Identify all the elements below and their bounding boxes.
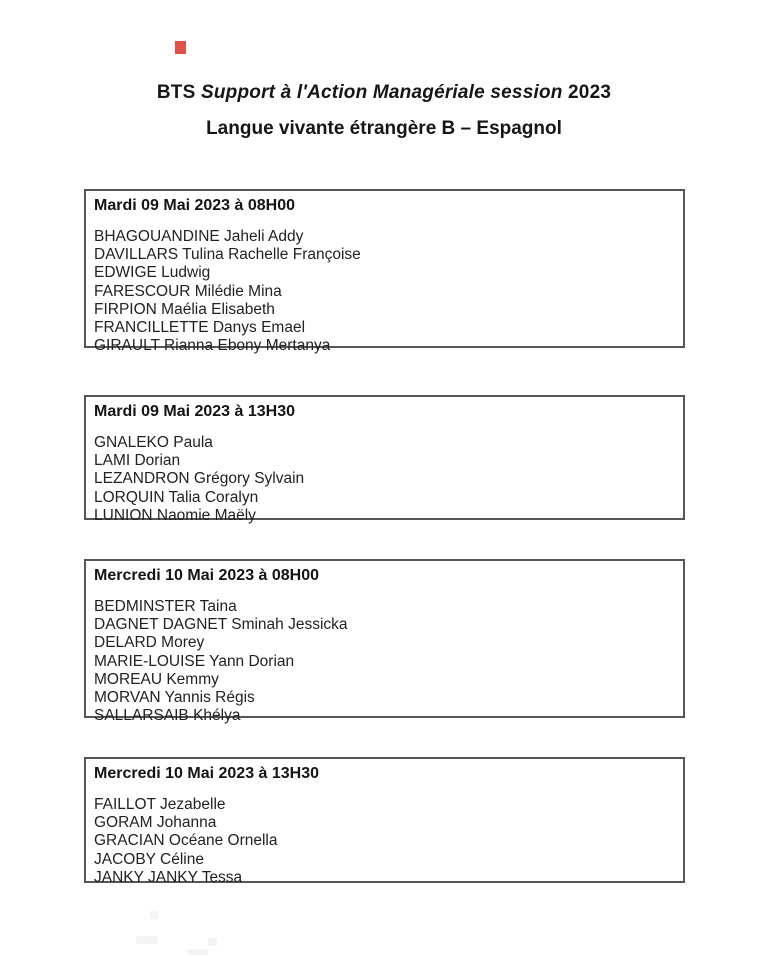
candidate-name: BHAGOUANDINE Jaheli Addy	[94, 228, 304, 245]
candidate-name: GNALEKO Paula	[94, 434, 213, 451]
candidate-list	[94, 228, 675, 355]
candidate-name: GIRAULT Rianna Ebony Mertanya	[94, 337, 331, 355]
candidate-name: JANKY JANKY Tessa	[94, 868, 243, 886]
candidate-name: LORQUIN Talia Coralyn	[94, 488, 259, 506]
candidate-list	[94, 434, 675, 525]
candidate-name: EDWIGE Ludwig	[94, 264, 211, 282]
red-square-mark	[175, 41, 186, 54]
session-box	[84, 559, 685, 725]
candidate-name: JACOBY Céline	[94, 850, 204, 868]
title-prefix: BTS	[156, 82, 201, 103]
candidate-name: MORVAN Yannis Régis	[94, 689, 255, 707]
candidate-name: DAVILLARS Tulina Rachelle Françoise	[94, 246, 361, 264]
candidate-list	[94, 598, 675, 725]
scan-smudge	[150, 911, 158, 919]
candidate-name: MOREAU Kemmy	[94, 670, 219, 688]
session-box	[84, 395, 685, 524]
candidate-name: BEDMINSTER Taina	[94, 598, 237, 615]
candidate-name: FIRPION Maélia Elisabeth	[94, 300, 275, 318]
session-header: Mercredi 10 Mai 2023 à 13H30	[94, 765, 320, 782]
candidate-name: DAGNET DAGNET Sminah Jessicka	[94, 616, 348, 634]
title-suffix: 2023	[562, 82, 612, 103]
document-header	[0, 82, 768, 140]
candidate-name: LEZANDRON Grégory Sylvain	[94, 470, 305, 488]
candidate-name: DELARD Morey	[94, 634, 205, 652]
session-header: Mercredi 10 Mai 2023 à 08H00	[94, 567, 320, 584]
candidate-name: GRACIAN Océane Ornella	[94, 832, 278, 850]
candidate-name: SALLARSAIB Khélya	[94, 707, 241, 725]
scan-smudge	[188, 949, 208, 955]
session-header: Mardi 09 Mai 2023 à 13H30	[94, 403, 296, 420]
candidate-list	[94, 796, 675, 887]
scan-smudge	[136, 936, 158, 944]
session-header: Mardi 09 Mai 2023 à 08H00	[94, 197, 296, 214]
candidate-name: FARESCOUR Milédie Mina	[94, 282, 282, 300]
candidate-name: GORAM Johanna	[94, 814, 217, 832]
scan-smudge	[208, 938, 217, 946]
session-box	[84, 757, 685, 886]
title-italic-part: Support à l'Action Managériale session	[200, 82, 563, 103]
candidate-name: FRANCILLETTE Danys Emael	[94, 319, 306, 337]
page-subtitle: Langue vivante étrangère B – Espagnol	[206, 118, 562, 139]
session-box	[84, 189, 685, 355]
candidate-name: FAILLOT Jezabelle	[94, 796, 226, 813]
page-title	[0, 82, 768, 104]
candidate-name: LAMI Dorian	[94, 452, 181, 470]
candidate-name: MARIE-LOUISE Yann Dorian	[94, 652, 295, 670]
candidate-name: LUNION Naomie Maëly	[94, 506, 256, 524]
